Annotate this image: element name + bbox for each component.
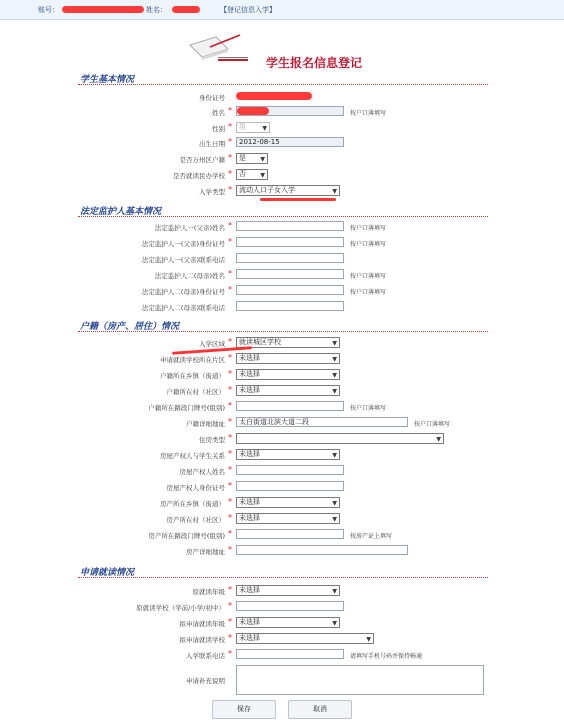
required-mark: * xyxy=(228,169,232,178)
gender-value: 男 xyxy=(239,123,246,131)
owner-id-label: 房屋产权人身份证号 xyxy=(166,484,225,492)
local-value: 是 xyxy=(239,154,246,162)
required-mark: * xyxy=(228,137,232,146)
required-mark: * xyxy=(228,585,232,594)
prop-town-select[interactable] xyxy=(236,497,340,508)
guardian2-phone-input[interactable] xyxy=(236,301,344,311)
required-mark: * xyxy=(228,285,232,294)
guardian1-name-input[interactable] xyxy=(236,221,344,231)
chevron-down-icon: ▼ xyxy=(332,372,337,379)
address-hint: 按户口薄填写 xyxy=(414,421,451,428)
cancel-button[interactable]: 取消 xyxy=(288,700,352,719)
chevron-down-icon: ▼ xyxy=(260,156,265,163)
redaction-mark xyxy=(237,107,269,115)
required-mark: * xyxy=(228,369,232,378)
guardian1-id-input[interactable] xyxy=(236,237,344,247)
target-school-select[interactable] xyxy=(236,633,374,644)
enroll-link[interactable]: 【登记信息入学】 xyxy=(220,6,276,14)
required-mark: * xyxy=(228,337,232,346)
required-mark: * xyxy=(228,417,232,426)
target-school-value: 未选择 xyxy=(239,634,260,642)
prop-no-input[interactable] xyxy=(236,529,344,539)
village-select[interactable] xyxy=(236,385,340,396)
prop-addr-label: 房产详细地址 xyxy=(186,548,225,556)
required-mark: * xyxy=(228,106,232,115)
redaction-mark xyxy=(172,6,200,13)
chevron-down-icon: ▼ xyxy=(260,172,265,179)
page-title: 学生报名信息登记 xyxy=(266,56,363,70)
birth-label: 出生日期 xyxy=(199,140,225,148)
chevron-down-icon: ▼ xyxy=(332,340,337,347)
prop-village-value: 未选择 xyxy=(239,514,260,522)
live-type-select[interactable] xyxy=(236,433,444,444)
target-grade-value: 未选择 xyxy=(239,618,260,626)
prop-no-hint: 按房产证上填写 xyxy=(350,533,393,540)
required-mark: * xyxy=(228,601,232,610)
required-mark: * xyxy=(228,617,232,626)
owner-rel-select[interactable] xyxy=(236,449,340,460)
name-label: 姓名 xyxy=(212,109,225,117)
guardian-hint: 按户口薄填写 xyxy=(350,241,387,248)
chevron-down-icon: ▼ xyxy=(332,500,337,507)
house-no-hint: 按户口薄填写 xyxy=(350,405,387,412)
required-mark: * xyxy=(228,353,232,362)
guardian2-name-input[interactable] xyxy=(236,269,344,279)
required-mark: * xyxy=(228,449,232,458)
annotation-stroke xyxy=(260,198,336,201)
required-mark: * xyxy=(228,465,232,474)
private-label: 是否就读民办学校 xyxy=(173,172,225,180)
section-divider xyxy=(78,216,488,217)
address-input[interactable]: 太白街道北滨大道二段 xyxy=(236,417,408,427)
section-guardian-title: 法定监护人基本情况 xyxy=(80,207,162,217)
registration-form xyxy=(70,28,488,718)
phone-hint: 请填写手机号码并保持畅通 xyxy=(350,653,423,660)
guardian-label: 法定监护人二(母亲)姓名 xyxy=(154,272,225,280)
area-label: 入学区域 xyxy=(199,340,225,348)
prop-no-label: 房产所在路段门牌号(组别) xyxy=(148,532,225,540)
note-textarea[interactable] xyxy=(236,665,484,695)
required-mark: * xyxy=(228,385,232,394)
chevron-down-icon: ▼ xyxy=(332,388,337,395)
prop-town-label: 房产所在乡镇（街道） xyxy=(160,500,225,508)
owner-rel-value: 未选择 xyxy=(239,450,260,458)
local-label: 是否万州区户籍 xyxy=(179,156,225,164)
name-label: 姓名： xyxy=(146,6,167,14)
save-button[interactable]: 保存 xyxy=(212,700,276,719)
id-label: 身份证号 xyxy=(199,94,225,102)
required-mark: * xyxy=(228,633,232,642)
private-select[interactable] xyxy=(236,169,268,180)
section-apply-title: 申请就读情况 xyxy=(80,568,135,578)
owner-id-input[interactable] xyxy=(236,481,344,491)
guardian-label: 法定监护人一(父亲)身份证号 xyxy=(141,240,225,248)
target-grade-label: 拟申请就读年级 xyxy=(179,620,225,628)
orig-school-input[interactable] xyxy=(236,601,344,611)
town-value: 未选择 xyxy=(239,370,260,378)
chevron-down-icon: ▼ xyxy=(332,356,337,363)
orig-grade-select[interactable] xyxy=(236,585,340,596)
chevron-down-icon: ▼ xyxy=(332,588,337,595)
owner-name-input[interactable] xyxy=(236,465,344,475)
orig-grade-value: 未选择 xyxy=(239,586,260,594)
section-divider xyxy=(78,331,488,332)
birth-date-field[interactable]: 2012-08-15 xyxy=(236,137,344,147)
required-mark: * xyxy=(228,221,232,230)
orig-grade-label: 原就读年级 xyxy=(192,588,225,596)
account-label: 账号： xyxy=(38,6,59,14)
district-label: 申请就读学校所在片区 xyxy=(160,356,225,364)
gender-label: 性别 xyxy=(212,125,225,133)
section-divider xyxy=(78,84,488,85)
required-mark: * xyxy=(228,481,232,490)
redaction-mark xyxy=(62,6,144,13)
chevron-down-icon: ▼ xyxy=(332,620,337,627)
note-label: 申请补充说明 xyxy=(186,677,225,685)
chevron-down-icon: ▼ xyxy=(436,436,441,443)
section-basic-title: 学生基本情况 xyxy=(80,75,135,85)
required-mark: * xyxy=(228,649,232,658)
phone-label: 入学联系电话 xyxy=(186,652,225,660)
required-mark: * xyxy=(228,185,232,194)
town-select[interactable] xyxy=(236,369,340,380)
required-mark: * xyxy=(228,529,232,538)
enroll-type-select[interactable] xyxy=(236,185,340,196)
private-value: 否 xyxy=(239,170,246,178)
guardian-hint: 按户口薄填写 xyxy=(350,273,387,280)
prop-town-value: 未选择 xyxy=(239,498,260,506)
address-label: 户籍详细地址 xyxy=(186,420,225,428)
village-value: 未选择 xyxy=(239,386,260,394)
chevron-down-icon: ▼ xyxy=(366,636,371,643)
required-mark: * xyxy=(228,513,232,522)
target-grade-select[interactable] xyxy=(236,617,340,628)
chevron-down-icon: ▼ xyxy=(332,516,337,523)
required-mark: * xyxy=(228,433,232,442)
orig-school-label: 原就读学校（学前/小学/初中） xyxy=(136,604,225,612)
type-label: 入学类型 xyxy=(199,188,225,196)
section-household-title: 户籍（房产、居住）情况 xyxy=(80,322,180,332)
required-mark: * xyxy=(228,401,232,410)
guardian2-id-input[interactable] xyxy=(236,285,344,295)
guardian-hint: 按户口薄填写 xyxy=(350,225,387,232)
chevron-down-icon: ▼ xyxy=(332,188,337,195)
required-mark: * xyxy=(228,153,232,162)
chevron-down-icon: ▼ xyxy=(332,452,337,459)
owner-name-label: 房屋产权人姓名 xyxy=(179,468,225,476)
house-no-label: 户籍所在路段门牌号(组别) xyxy=(148,404,225,412)
required-mark: * xyxy=(228,237,232,246)
section-divider xyxy=(78,577,488,578)
required-mark: * xyxy=(228,269,232,278)
area-value: 就读城区学校 xyxy=(239,338,281,346)
guardian-label: 法定监护人二(母亲)联系电话 xyxy=(141,304,225,312)
gender-select[interactable] xyxy=(236,122,270,133)
local-select[interactable] xyxy=(236,153,268,164)
enroll-type-value: 流动人口子女入学 xyxy=(239,186,295,194)
village-label: 户籍所在村（社区） xyxy=(166,388,225,396)
chevron-down-icon: ▼ xyxy=(262,125,267,132)
prop-village-label: 房产所在村（社区） xyxy=(166,516,225,524)
district-select[interactable] xyxy=(236,353,340,364)
guardian-label: 法定监护人一(父亲)联系电话 xyxy=(141,256,225,264)
required-mark: * xyxy=(228,545,232,554)
guardian-label: 法定监护人一(父亲)姓名 xyxy=(154,224,225,232)
live-type-label: 住房类型 xyxy=(199,436,225,444)
district-value: 未选择 xyxy=(239,354,260,362)
form-logo-icon xyxy=(188,33,248,63)
house-no-input[interactable] xyxy=(236,401,344,411)
guardian1-phone-input[interactable] xyxy=(236,253,344,263)
required-mark: * xyxy=(228,122,232,131)
target-school-label: 拟申请就读学校 xyxy=(179,636,225,644)
phone-input[interactable] xyxy=(236,649,344,659)
owner-rel-label: 房屋产权人与学生关系 xyxy=(160,452,225,460)
guardian-label: 法定监护人二(母亲)身份证号 xyxy=(141,288,225,296)
guardian-hint: 按户口薄填写 xyxy=(350,289,387,296)
redaction-mark xyxy=(236,92,312,100)
required-mark: * xyxy=(228,497,232,506)
town-label: 户籍所在乡镇（街道） xyxy=(160,372,225,380)
prop-village-select[interactable] xyxy=(236,513,340,524)
prop-addr-input[interactable] xyxy=(236,545,408,555)
name-hint: 按户口薄填写 xyxy=(350,110,387,117)
